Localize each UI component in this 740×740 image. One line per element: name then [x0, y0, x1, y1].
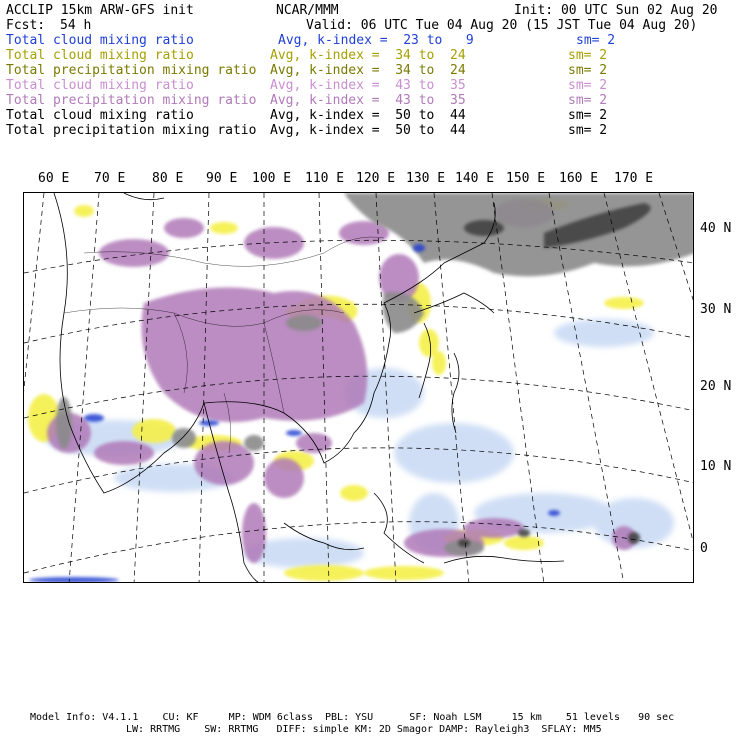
- forecast-map[interactable]: [23, 192, 694, 583]
- map-canvas: [24, 193, 694, 583]
- field-smoothing: sm= 2: [568, 78, 608, 93]
- field-name: Total precipitation mixing ratio: [6, 93, 257, 108]
- init-time: Init: 00 UTC Sun 02 Aug 20: [514, 3, 718, 18]
- valid-time: Valid: 06 UTC Tue 04 Aug 20 (15 JST Tue 04 Aug 20): [306, 18, 698, 33]
- model-info-line2: LW: RRTMG SW: RRTMG DIFF: simple KM: 2D Smagor DAMP: Rayleigh3 SFLAY: MM5: [126, 724, 602, 735]
- organization: NCAR/MMM: [276, 3, 339, 18]
- latitude-label: 10 N: [700, 459, 732, 474]
- field-name: Total cloud mixing ratio: [6, 108, 194, 123]
- longitude-label: 90 E: [206, 171, 238, 186]
- field-level-range: Avg, k-index = 34 to 24: [270, 63, 466, 78]
- model-info-line1: Model Info: V4.1.1 CU: KF MP: WDM 6class PBL: YSU SF: Noah LSM 15 km 51 levels 90 sec: [30, 712, 675, 723]
- field-level-range: Avg, k-index = 50 to 44: [270, 108, 466, 123]
- longitude-label: 140 E: [455, 171, 495, 186]
- longitude-label: 150 E: [506, 171, 546, 186]
- field-smoothing: sm= 2: [568, 108, 608, 123]
- field-level-range: Avg, k-index = 34 to 24: [270, 48, 466, 63]
- longitude-label: 170 E: [614, 171, 654, 186]
- field-level-range: Avg, k-index = 50 to 44: [270, 123, 466, 138]
- field-smoothing: sm= 2: [568, 48, 608, 63]
- longitude-label: 60 E: [38, 171, 70, 186]
- longitude-label: 130 E: [406, 171, 446, 186]
- latitude-label: 30 N: [700, 302, 732, 317]
- latitude-label: 40 N: [700, 221, 732, 236]
- field-name: Total precipitation mixing ratio: [6, 123, 257, 138]
- field-level-range: Avg, k-index = 23 to 9: [278, 33, 474, 48]
- latitude-label: 0: [700, 541, 708, 556]
- longitude-label: 80 E: [152, 171, 184, 186]
- map-title: ACCLIP 15km ARW-GFS init: [6, 3, 194, 18]
- longitude-label: 110 E: [305, 171, 345, 186]
- field-smoothing: sm= 2: [568, 93, 608, 108]
- field-name: Total cloud mixing ratio: [6, 48, 194, 63]
- field-level-range: Avg, k-index = 43 to 35: [270, 93, 466, 108]
- field-smoothing: sm= 2: [576, 33, 616, 48]
- field-name: Total precipitation mixing ratio: [6, 63, 257, 78]
- longitude-label: 160 E: [559, 171, 599, 186]
- field-name: Total cloud mixing ratio: [6, 78, 194, 93]
- forecast-hours: 54 h: [60, 18, 92, 33]
- longitude-label: 100 E: [252, 171, 292, 186]
- field-level-range: Avg, k-index = 43 to 35: [270, 78, 466, 93]
- field-smoothing: sm= 2: [568, 123, 608, 138]
- longitude-label: 120 E: [356, 171, 396, 186]
- longitude-label: 70 E: [94, 171, 126, 186]
- field-name: Total cloud mixing ratio: [6, 33, 194, 48]
- latitude-label: 20 N: [700, 379, 732, 394]
- forecast-label: Fcst:: [6, 18, 46, 33]
- field-smoothing: sm= 2: [568, 63, 608, 78]
